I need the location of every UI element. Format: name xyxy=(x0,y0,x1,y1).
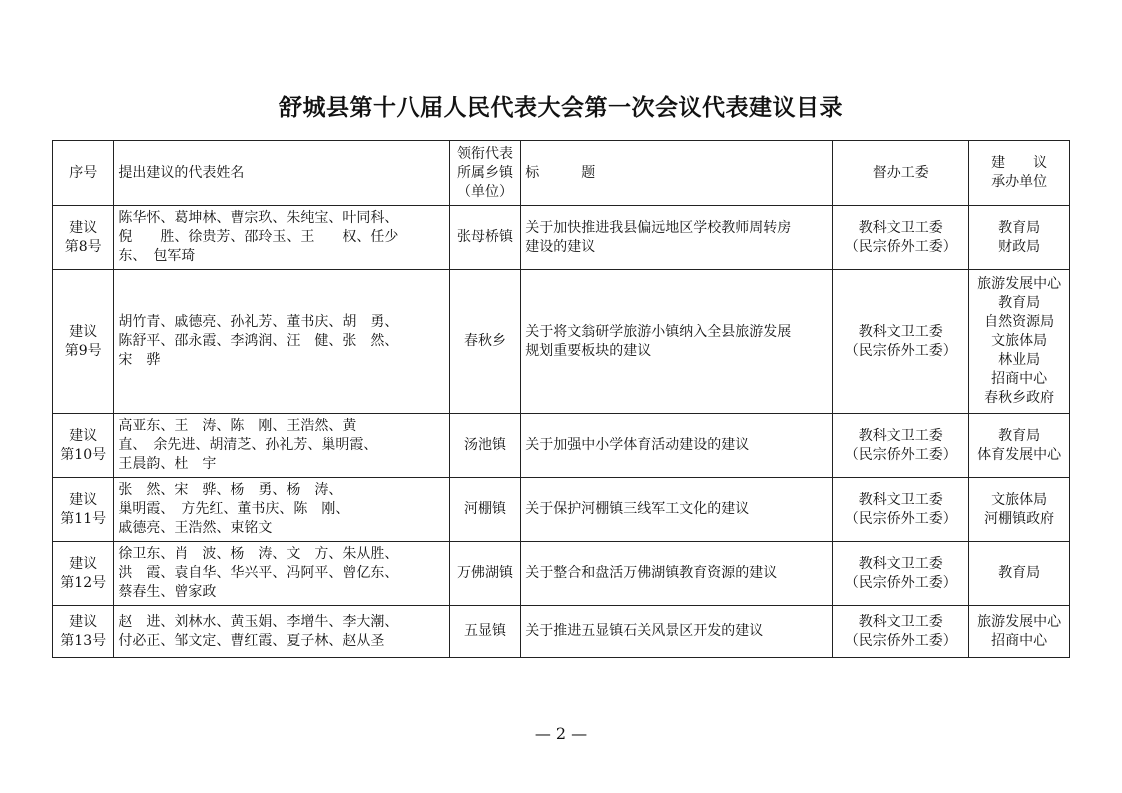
cell-handling-unit xyxy=(969,270,1070,414)
cell-topic-line: 关于保护河棚镇三线军工文化的建议 xyxy=(525,501,750,517)
cell-handling-unit-line: 春秋乡政府 xyxy=(984,390,1055,406)
cell-representative-names xyxy=(114,270,449,414)
header-topic: 标 题 xyxy=(521,141,833,206)
cell-lead-town: 五显镇 xyxy=(449,606,520,658)
cell-serial-number-line: 建议 xyxy=(69,613,98,630)
cell-handling-unit-line: 文旅体局 xyxy=(991,491,1048,508)
cell-handling-unit-line: 财政局 xyxy=(998,238,1041,255)
cell-lead-town: 春秋乡 xyxy=(449,270,520,414)
header-handling-unit-line: 承办单位 xyxy=(991,174,1048,190)
cell-topic xyxy=(521,542,833,606)
header-serial-number: 序号 xyxy=(53,141,114,206)
cell-representative-names-line: 陈华怀、葛坤林、曹宗玖、朱纯宝、叶同科、 xyxy=(118,210,399,226)
cell-supervising-committee xyxy=(833,270,969,414)
cell-serial-number-line: 第9号 xyxy=(64,342,102,359)
header-representative-names: 提出建议的代表姓名 xyxy=(114,141,449,206)
cell-supervising-committee-line: （民宗侨外工委） xyxy=(844,574,957,591)
cell-handling-unit-line: 体育发展中心 xyxy=(977,446,1062,463)
cell-serial-number xyxy=(53,606,114,658)
cell-representative-names-line: 胡竹青、戚德亮、孙礼芳、董书庆、胡 勇、 xyxy=(118,314,399,330)
cell-representative-names-line: 东、 包军琦 xyxy=(118,248,196,264)
cell-topic-line: 关于整合和盘活万佛湖镇教育资源的建议 xyxy=(525,565,778,581)
table-row xyxy=(53,542,1070,606)
cell-serial-number-line: 第8号 xyxy=(64,238,102,255)
cell-topic-line: 关于推进五显镇石关风景区开发的建议 xyxy=(525,623,764,639)
cell-representative-names-line: 张 然、宋 骅、杨 勇、杨 涛、 xyxy=(118,482,343,498)
cell-supervising-committee xyxy=(833,206,969,270)
cell-serial-number-line: 建议 xyxy=(69,491,98,508)
cell-handling-unit-line: 招商中心 xyxy=(991,371,1048,387)
cell-supervising-committee-line: （民宗侨外工委） xyxy=(844,342,957,359)
cell-representative-names xyxy=(114,478,449,542)
cell-topic xyxy=(521,606,833,658)
cell-serial-number-line: 第11号 xyxy=(60,510,107,527)
cell-supervising-committee-line: 教科文卫工委 xyxy=(858,323,943,340)
cell-serial-number-line: 建议 xyxy=(69,219,98,236)
cell-lead-town: 河棚镇 xyxy=(449,478,520,542)
cell-serial-number xyxy=(53,542,114,606)
cell-representative-names-line: 陈舒平、邵永霞、李鸿润、汪 健、张 然、 xyxy=(118,333,399,349)
cell-representative-names-line: 蔡春生、曾家政 xyxy=(118,584,217,600)
cell-serial-number-line: 第12号 xyxy=(60,574,107,591)
cell-serial-number xyxy=(53,270,114,414)
cell-supervising-committee-line: 教科文卫工委 xyxy=(858,491,943,508)
page-title: 舒城县第十八届人民代表大会第一次会议代表建议目录 xyxy=(279,94,843,121)
table-body xyxy=(53,206,1070,658)
cell-supervising-committee-line: （民宗侨外工委） xyxy=(844,238,957,255)
cell-handling-unit xyxy=(969,414,1070,478)
cell-topic xyxy=(521,270,833,414)
cell-serial-number-line: 第13号 xyxy=(60,632,107,649)
table-header-row xyxy=(53,141,1070,206)
cell-topic-line: 建设的建议 xyxy=(525,238,596,255)
cell-supervising-committee xyxy=(833,542,969,606)
cell-representative-names-line: 巢明霞、 方先红、董书庆、陈 刚、 xyxy=(118,501,350,517)
cell-handling-unit xyxy=(969,478,1070,542)
header-lead-town-line: 领衔代表 xyxy=(456,145,513,162)
cell-topic-line: 关于加快推进我县偏远地区学校教师周转房 xyxy=(525,219,792,236)
cell-handling-unit-line: 林业局 xyxy=(998,352,1041,368)
header-handling-unit xyxy=(969,141,1070,206)
cell-handling-unit-line: 河棚镇政府 xyxy=(984,510,1055,527)
cell-topic-line: 关于将文翁研学旅游小镇纳入全县旅游发展 xyxy=(525,323,792,340)
cell-lead-town: 张母桥镇 xyxy=(449,206,520,270)
table-row xyxy=(53,206,1070,270)
cell-lead-town: 万佛湖镇 xyxy=(449,542,520,606)
table-row xyxy=(53,414,1070,478)
cell-lead-town: 汤池镇 xyxy=(449,414,520,478)
cell-handling-unit-line: 教育局 xyxy=(998,427,1041,444)
cell-serial-number-line: 第10号 xyxy=(60,446,107,463)
cell-handling-unit-line: 教育局 xyxy=(998,565,1041,581)
cell-serial-number xyxy=(53,206,114,270)
page-number: — 2 — xyxy=(534,724,588,743)
cell-supervising-committee-line: 教科文卫工委 xyxy=(858,613,943,630)
header-lead-town-line: （单位） xyxy=(456,183,513,200)
proposal-table xyxy=(52,140,1070,658)
header-supervising-committee: 督办工委 xyxy=(833,141,969,206)
cell-representative-names xyxy=(114,206,449,270)
cell-serial-number xyxy=(53,478,114,542)
header-handling-unit-line: 建 议 xyxy=(991,155,1048,171)
header-lead-town xyxy=(449,141,520,206)
cell-supervising-committee xyxy=(833,478,969,542)
header-lead-town-line: 所属乡镇 xyxy=(456,164,513,181)
cell-topic xyxy=(521,414,833,478)
cell-representative-names-line: 戚德亮、王浩然、束铭文 xyxy=(118,520,273,536)
cell-handling-unit xyxy=(969,542,1070,606)
cell-handling-unit-line: 教育局 xyxy=(998,295,1041,311)
cell-representative-names-line: 洪 霞、袁自华、华兴平、冯阿平、曾亿东、 xyxy=(118,565,399,581)
cell-handling-unit xyxy=(969,606,1070,658)
cell-supervising-committee-line: 教科文卫工委 xyxy=(858,555,943,572)
cell-handling-unit-line: 旅游发展中心 xyxy=(977,276,1062,292)
cell-supervising-committee-line: （民宗侨外工委） xyxy=(844,632,957,649)
cell-serial-number xyxy=(53,414,114,478)
cell-serial-number-line: 建议 xyxy=(69,555,98,572)
cell-topic-line: 关于加强中小学体育活动建设的建议 xyxy=(525,437,750,453)
cell-topic-line: 规划重要板块的建议 xyxy=(525,342,652,359)
cell-representative-names-line: 徐卫东、肖 波、杨 涛、文 方、朱从胜、 xyxy=(118,546,399,562)
cell-representative-names-line: 宋 骅 xyxy=(118,352,161,368)
cell-representative-names-line: 高亚东、王 涛、陈 刚、王浩然、黄 xyxy=(118,418,357,434)
cell-topic xyxy=(521,478,833,542)
cell-supervising-committee xyxy=(833,606,969,658)
table-row xyxy=(53,478,1070,542)
cell-handling-unit-line: 招商中心 xyxy=(991,632,1048,649)
cell-supervising-committee-line: 教科文卫工委 xyxy=(858,219,943,236)
cell-representative-names-line: 王晨韵、杜 宇 xyxy=(118,456,217,472)
cell-handling-unit-line: 旅游发展中心 xyxy=(977,613,1062,630)
cell-topic xyxy=(521,206,833,270)
cell-representative-names-line: 倪 胜、徐贵芳、邵玲玉、王 权、任少 xyxy=(118,229,399,245)
cell-supervising-committee-line: （民宗侨外工委） xyxy=(844,510,957,527)
cell-serial-number-line: 建议 xyxy=(69,427,98,444)
cell-supervising-committee-line: 教科文卫工委 xyxy=(858,427,943,444)
cell-handling-unit xyxy=(969,206,1070,270)
cell-serial-number-line: 建议 xyxy=(69,323,98,340)
cell-representative-names-line: 赵 进、刘林水、黄玉娟、李增牛、李大潮、 xyxy=(118,613,399,630)
cell-representative-names xyxy=(114,542,449,606)
cell-handling-unit-line: 文旅体局 xyxy=(991,333,1048,349)
table-row xyxy=(53,270,1070,414)
cell-representative-names-line: 直、 余先进、胡清芝、孙礼芳、巢明霞、 xyxy=(118,437,378,453)
cell-supervising-committee xyxy=(833,414,969,478)
cell-supervising-committee-line: （民宗侨外工委） xyxy=(844,446,957,463)
cell-handling-unit-line: 自然资源局 xyxy=(984,314,1055,330)
cell-representative-names xyxy=(114,606,449,658)
cell-handling-unit-line: 教育局 xyxy=(998,219,1041,236)
table-row xyxy=(53,606,1070,658)
cell-representative-names xyxy=(114,414,449,478)
cell-representative-names-line: 付必正、邹文定、曹红霞、夏子林、赵从圣 xyxy=(118,632,385,649)
